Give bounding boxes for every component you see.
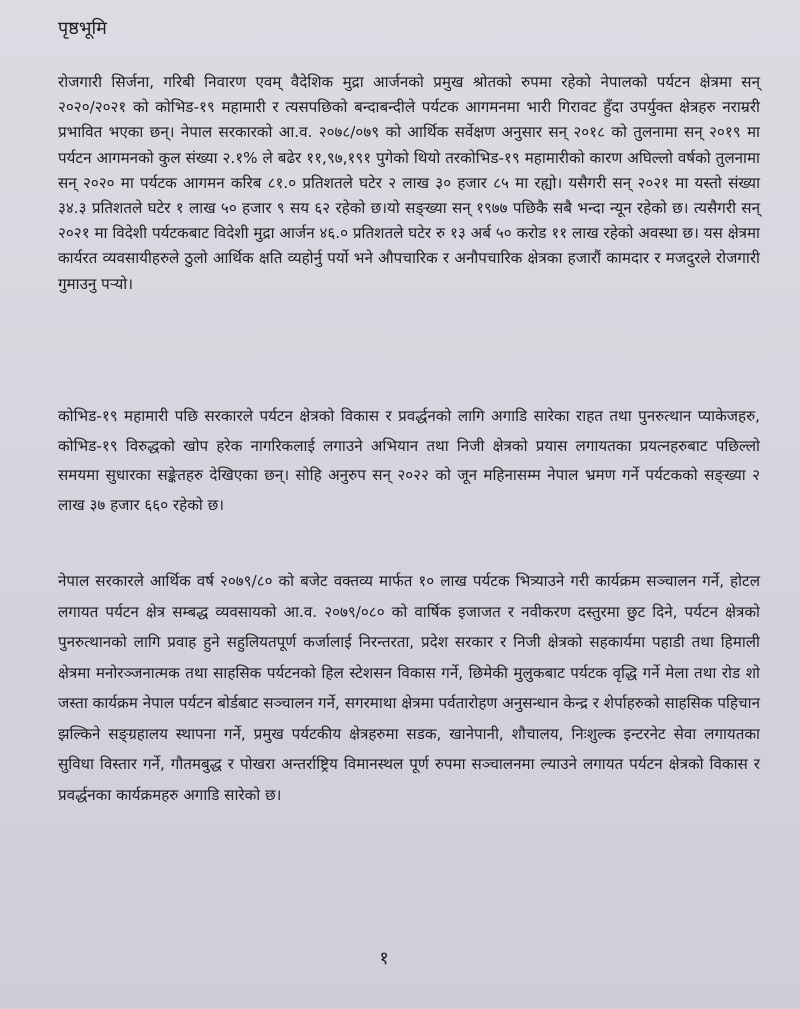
paragraph-background: रोजगारी सिर्जना, गरिबी निवारण एवम् वैदेशिक मुद्रा आर्जनको प्रमुख श्रोतको रुपमा रहेको नेपालको पर्यटन क्षेत्रमा सन् २०२०/२०२१ को कोभिड-१९ महामारी र त्यसपछिको बन्दाबन्दीले पर्यटक आगमनमा भारी गिरावट हुँदा उपर्युक्त क्षेत्रहरु नराम्ररी प्रभावित भएका छन्। नेपाल सरकारको आ.व. २०७८/०७९ को आर्थिक सर्वेक्षण अनुसार सन् २०१८ को तुलनामा सन् २०१९ मा पर्यटन आगमनको कुल संख्या २.१% ले बढेर ११,९७,१९१ पुगेको थियो तरकोभिड-१९ महामारीको कारण अघिल्लो वर्षको तुलनामा सन् २०२० मा पर्यटक आगमन करिब ८१.० प्रतिशतले घटेर २ लाख ३० हजार ८५ मा रह्यो। यसैगरी सन् २०२१ मा यस्तो संख्या ३४.३ प्रतिशतले घटेर १ लाख ५० हजार ९ सय ६२ रहेको छ।यो सङ्ख्या सन् १९७७ पछिकै सबै भन्दा न्यून रहेको छ। त्यसैगरी सन् २०२१ मा विदेशी पर्यटकबाट विदेशी मुद्रा आर्जन ४६.० प्रतिशतले घटेर रु १३ अर्ब ५० करोड ११ लाख रहेको अवस्था छ। यस क्षेत्रमा कार्यरत व्यवसायीहरुले ठुलो आर्थिक क्षति व्यहोर्नु पर्यो भने औपचारिक र अनौपचारिक क्षेत्रका हजारौं कामदार र मजदुरले रोजगारी गुमाउनु पर्‍यो। — [58, 73, 760, 293]
paragraph-recovery: कोभिड-१९ महामारी पछि सरकारले पर्यटन क्षेत्रको विकास र प्रवर्द्धनको लागि अगाडि सारेका राहत तथा पुनरुत्थान प्याकेजहरु, कोभिड-१९ विरुद्धको खोप हरेक नागरिकलाई लगाउने अभियान तथा निजी क्षेत्रको प्रयास लगायतका प्रयत्नहरुबाट पछिल्लो समयमा सुधारका सङ्केतहरु देखिएका छन्। सोहि अनुरुप सन् २०२२ को जून महिनासम्म नेपाल भ्रमण गर्ने पर्यटकको सङ्ख्या २ लाख ३७ हजार ६६० रहेको छ। — [58, 407, 760, 514]
paragraph-government-programs: नेपाल सरकारले आर्थिक वर्ष २०७९/८० को बजेट वक्तव्य मार्फत १० लाख पर्यटक भित्र्याउने गरी कार्यक्रम सञ्चालन गर्ने, होटल लगायत पर्यटन क्षेत्र सम्बद्ध व्यवसायको आ.व. २०७९/०८० को वार्षिक इजाजत र नवीकरण दस्तुरमा छुट दिने, पर्यटन क्षेत्रको पुनरुत्थानको लागि प्रवाह हुने सहुलियतपूर्ण कर्जालाई निरन्तरता, प्रदेश सरकार र निजी क्षेत्रको सहकार्यमा पहाडी तथा हिमाली क्षेत्रमा मनोरञ्जनात्मक तथा साहसिक पर्यटनको हिल स्टेशसन विकास गर्ने, छिमेकी मुलुकबाट पर्यटक वृद्धि गर्ने मेला तथा रोड शो जस्ता कार्यक्रम नेपाल पर्यटन बोर्डबाट सञ्चालन गर्ने, सगरमाथा क्षेत्रमा पर्वतारोहण अनुसन्धान केन्द्र र शेर्पाहरुको साहसिक पहिचान झल्किने सङ्ग्रहालय स्थापना गर्ने, प्रमुख पर्यटकीय क्षेत्रहरुमा सडक, खानेपानी, शौचालय, निःशुल्क इन्टरनेट सेवा लगायतका सुविधा विस्तार गर्ने, गौतमबुद्ध र पोखरा अन्तर्राष्ट्रिय विमानस्थल पूर्ण रुपमा सञ्चालनमा ल्याउने लगायत पर्यटन क्षेत्रको विकास र प्रवर्द्धनका कार्यक्रमहरु अगाडि सारेको छ। — [58, 572, 760, 804]
section-heading: पृष्ठभूमि — [58, 18, 107, 39]
page-number: १ — [379, 948, 389, 969]
